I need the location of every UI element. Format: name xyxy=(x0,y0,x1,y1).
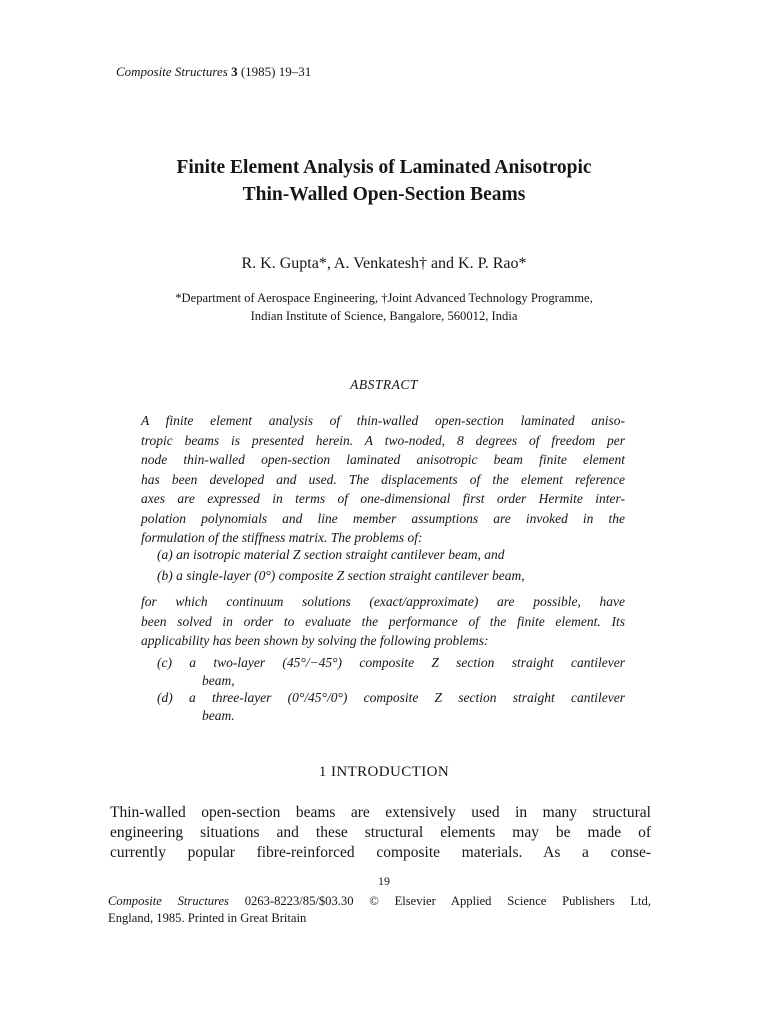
paper-title-line-1: Finite Element Analysis of Laminated Anisotropic xyxy=(176,157,592,178)
journal-year-pages: (1985) 19–31 xyxy=(240,64,312,79)
abstract-paragraph-1 xyxy=(141,411,625,548)
abstract-line: A finite element analysis of thin-walled open-section laminated aniso- xyxy=(141,413,625,428)
journal-citation xyxy=(116,64,311,80)
journal-name: Composite Structures xyxy=(116,64,228,79)
introduction-paragraph xyxy=(110,803,651,863)
abstract-line: has been developed and used. The displacements of the element reference xyxy=(141,471,625,487)
copyright-footer xyxy=(108,893,651,927)
body-line: currently popular fibre-reinforced composite materials. As a conse- xyxy=(110,844,651,861)
abstract-line: axes are expressed in terms of one-dimensional first order Hermite inter- xyxy=(141,491,625,506)
paper-title-line-2: Thin-Walled Open-Section Beams xyxy=(242,184,526,205)
footer-issn-publisher: 0263-8223/85/$03.30 © Elsevier Applied Science Publishers Ltd, xyxy=(244,894,652,908)
footer-line-2: England, 1985. Printed in Great Britain xyxy=(108,911,307,925)
abstract-line: node thin-walled open-section laminated anisotropic beam finite element xyxy=(141,452,625,467)
abstract-line: formulation of the stiffness matrix. The problems of: xyxy=(141,530,423,545)
abstract-heading: ABSTRACT xyxy=(350,377,418,392)
abstract-line: polation polynomials and line member assumptions are invoked in the xyxy=(141,510,625,526)
abstract-item-d-cont: beam. xyxy=(202,708,235,723)
footer-journal-name: Composite Structures xyxy=(108,894,229,908)
abstract-item-d: (d) a three-layer (0°/45°/0°) composite Z section straight cantilever xyxy=(157,690,625,705)
affiliation-line-1: *Department of Aerospace Engineering, †Joint Advanced Technology Programme, xyxy=(175,291,593,305)
author-list: R. K. Gupta*, A. Venkatesh† and K. P. Rao* xyxy=(241,255,527,272)
body-line: engineering situations and these structural elements may be made of xyxy=(110,824,651,841)
page-number: 19 xyxy=(378,874,390,888)
abstract-item-a: (a) an isotropic material Z section straight cantilever beam, and xyxy=(157,547,505,562)
abstract-item-c-cont: beam, xyxy=(202,673,235,688)
footer-line-1 xyxy=(108,893,651,910)
abstract-line: applicability has been shown by solving the following problems: xyxy=(141,633,489,648)
abstract-line: tropic beams is presented herein. A two-noded, 8 degrees of freedom per xyxy=(141,432,625,448)
section-heading-introduction: 1 INTRODUCTION xyxy=(318,764,450,780)
affiliation-line-2: Indian Institute of Science, Bangalore, 560012, India xyxy=(250,309,518,323)
abstract-line: been solved in order to evaluate the performance of the finite element. Its xyxy=(141,613,625,629)
abstract-line: for which continuum solutions (exact/approximate) are possible, have xyxy=(141,594,625,609)
journal-volume: 3 xyxy=(231,64,238,79)
body-line: Thin-walled open-section beams are extensively used in many structural xyxy=(110,804,651,821)
abstract-item-c: (c) a two-layer (45°/−45°) composite Z section straight cantilever xyxy=(157,655,625,670)
abstract-item-b: (b) a single-layer (0°) composite Z section straight cantilever beam, xyxy=(157,568,525,583)
abstract-paragraph-2 xyxy=(141,592,625,651)
